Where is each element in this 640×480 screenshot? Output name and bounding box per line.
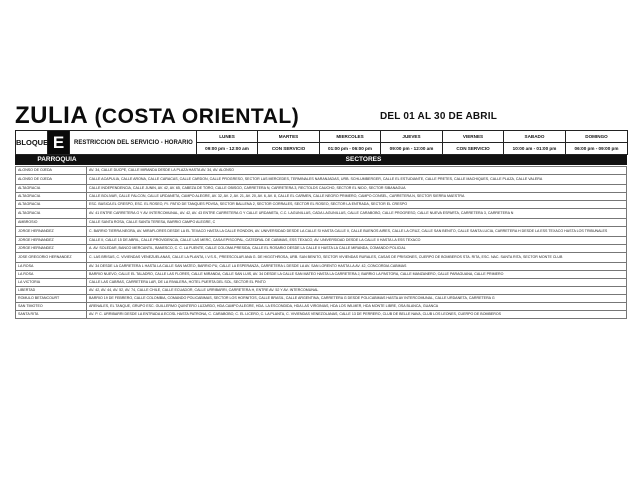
day-hours: 10:00 am - 01:00 pm xyxy=(504,143,566,155)
bloque-label: BLOQUE xyxy=(16,131,48,155)
sectores-cell: CALLE LAS CABRAS, CARRETERA LAR, DE LA RIVALERA, HOTEL PUERTA DEL SOL, SECTOR EL PINTO xyxy=(87,279,627,287)
sectores-cell: A. AV. SOLEDAR, BANCO MERCANTIL, BANESCO, C. C. LA FUENTE, CALLE COLOMA PRESIDA, CALLE EL ROSARIO DESDE LA CALLE II HASTA LA CALLE MIRANDA, COMANDO POLICIAL xyxy=(87,245,627,253)
sectores-cell: CALLE SANTA ROSA, CALLE SANTA TERESA, BARRIO CAMPO ALEGRE, C xyxy=(87,219,627,227)
sectores-cell: CALLE II, CALLE 15 DE ABRIL, CALLE PROVIDENCIA, CALLE LAS MERC, CASA EPISCOPAL, CATEDRAL DE CABIMAS, ESS TEXACO, AV. UNIVERSIDAD DESDE LA CALLE II HASTA LA ESS TEXACO xyxy=(87,237,627,245)
parroquia-cell: ALTAGRACIA xyxy=(16,201,87,209)
day-hours: CON SERVICIO xyxy=(258,143,320,155)
parroquia-cell: ROMULO BETANCOURT xyxy=(16,295,87,303)
parroquia-cell: ALTAGRACIA xyxy=(16,193,87,201)
parroquia-cell: SANTA RITA xyxy=(16,311,87,319)
day-hours: 06:00 pm - 09:00 pm xyxy=(566,143,628,155)
parroquia-cell: ALTAGRACIA xyxy=(16,185,87,193)
day-label: MARTES xyxy=(258,131,320,143)
day-label: MIERCOLES xyxy=(320,131,381,143)
parroquia-header: PARROQUIA xyxy=(37,156,77,163)
sectores-cell: BARRIO NUEVO, CALLE EL TALADRO, CALLE LAS FLORES, CALLE MIRANDA, CALLE SAN LUIS, AV. 34 DESDE LA CALLE SAN MATEO HASTA LA CARRETERA J, BARRIO LA PASTORA, CALLE MANZANERO, CALLE PARAGUANA, CALLE PRIMERO xyxy=(87,271,627,279)
day-label: LUNES xyxy=(197,131,258,143)
sectors-table xyxy=(15,166,627,319)
table-row xyxy=(16,193,627,201)
sectores-cell: BARRIO 19 DE FEBRERO, CALLE COLOMBIA, COMANDO POLICABIMAS, SECTOR LOS HORNITOS, CALLE BRASIL, CALLE ARGENTINA, CARRETERA G DESDE POLICABIMAS HASTA AV INTERCOMUNAL, CALLE URDANETA, CARRETERA G xyxy=(87,295,627,303)
sectores-cell: AV. 34 DESDE LA CARRETERA L HASTA LA CALLE SAN MATEO, BARRIO PU, CALLE LA ESPERANZA, CARRETERA L DESDE LA AV. SAN LORENTO HASTA LA AV. 42, CONCORDIA CABIMAS xyxy=(87,263,627,271)
table-row xyxy=(16,311,627,319)
parroquia-cell: ALONSO DE OJEDA xyxy=(16,167,87,175)
parroquia-cell: JORGE HERNANDEZ xyxy=(16,237,87,245)
parroquia-cell: LA ROSA xyxy=(16,271,87,279)
table-row xyxy=(16,303,627,311)
sectores-cell: ESC. BASICA EL CRESPO, ESC. EL ROSEO, P.I. PATIO DE TANQUES PDVSA, SECTOR BALLENA 2, SECTOR CORRALES, SECTOR EL ROSEO, SECTOR LA ENTRADA, SECTOR EL CRESPO xyxy=(87,201,627,209)
day-hours: 01:00 pm - 06:00 pm xyxy=(320,143,381,155)
day-hours: CON SERVICIO xyxy=(443,143,504,155)
sectores-cell: AV. P. C. URRIBARRI DESDE LA ENTRADA A ECOSL HASTA PATRONA, C. CARABOBO, C. EL LICERO, C. LA PLANTA, C. VIVIENDAS VENEZOLANAS, CALLE 13 DE PERRERO, CLUB DE BELLE NAVA, CLUB LOS LEONES, CUERPO DE BOMBEROS xyxy=(87,311,627,319)
sectores-cell: AV. 42, AV. 44, AV. 52, AV. 74, CALLE CHILE, CALLE ECUADOR, CALLE URRIBARRI, CARRETERA H, ENTRE AV. 52 Y AV. INTERCOMUNAL xyxy=(87,287,627,295)
schedule-table xyxy=(15,130,628,155)
parroquia-cell: LA ROSA xyxy=(16,263,87,271)
sectores-cell: CALLE ACAPULIA, CALLE ARONA, CALLE CARACAS, CALLE CARDON, CALLE PROGRESO, SECTOR LAS MERCEDES, TERMINALES NARANJADAS, URB. SCHLUMBERGER, CALLE EL ESTUDIANTE, CALLE PRETES, CALLE MACHIQUES, CALLE PLAZA, CALLE VALERA xyxy=(87,175,627,185)
parroquia-cell: LIBERTAD xyxy=(16,287,87,295)
sectores-cell: AV. 41 ENTRE CARRETERA G Y AV. INTERCOMUNAL, AV. 42, AV. 43 ENTRE CARRETERA G Y CALLE URDANETA, C.C. LAGUNILLAS, CADA LAGUNILLAS, CALLE CARABOBO, CALLE PROGRESO, CALLE NUEVA ESPARTA, CARRETERA 3, CARRETERA N xyxy=(87,209,627,219)
table-row xyxy=(16,219,627,227)
parroquia-cell: ALONSO DE OJEDA xyxy=(16,175,87,185)
parroquia-cell: JORGE HERNANDEZ xyxy=(16,245,87,253)
parroquia-cell: SAN TIMOTEO xyxy=(16,303,87,311)
table-row xyxy=(16,245,627,253)
parroquia-cell: ALTAGRACIA xyxy=(16,209,87,219)
table-row xyxy=(16,167,627,175)
sectores-cell: C. LAS BRISAS, C. VIVIENDAS VENEZUELANAS, CALLE LA PLANTA, I.V.S.S., PREESCOLAR ANA G. DE HIGGTHROSA, URB. SAN BENITO, SECTOR VIVIENDAS RURALES, CASAS DE PRISIONES, CUERPO DE BOMBEROS STA. RITA, ESC. NAC. SANTA RITA, SECTOR MONTE CLUB xyxy=(87,253,627,263)
sectores-header: SECTORES xyxy=(345,156,382,163)
sectores-cell: CALLE INDEPENDENCIA, CALLE JUNIN, AV. 42, AV. 65, CABEZA DE TORO, CALLE OBISGO, CARRETERA N, CARRETERA 3, RECTOLDS CAUCHO, SECTOR EL NIDO, SECTOR SIBANAGUA xyxy=(87,185,627,193)
table-row xyxy=(16,279,627,287)
page-title xyxy=(15,103,299,130)
day-label: SABADO xyxy=(504,131,566,143)
parroquia-cell: AMBROSIO xyxy=(16,219,87,227)
table-row xyxy=(16,227,627,237)
date-range: DEL 01 AL 30 DE ABRIL xyxy=(380,111,498,122)
parroquia-cell: JORGE HERNANDEZ xyxy=(16,227,87,237)
page-header xyxy=(15,103,627,129)
table-row xyxy=(16,237,627,245)
parroquia-cell: LA VICTORIA xyxy=(16,279,87,287)
table-row xyxy=(16,201,627,209)
table-row xyxy=(16,287,627,295)
day-hours: 09:00 pm - 12:00 am xyxy=(197,143,258,155)
table-row xyxy=(16,271,627,279)
sectores-cell: CALLE BOLIVAR, CALLE FALCON, CALLE URDANETA, CAMPO ALEGRE, AV. 32, AV. 2, AV. 21, AV. 20, AV. 6, AV. 8, CALLE EL CARMEN, CALLE NEGRO PRIMERO, CAMPO CONSEL, CARRETERA N, SECTOR SIERRA MAESTRA xyxy=(87,193,627,201)
day-label: DOMINGO xyxy=(566,131,628,143)
sectores-cell: C. BARRIO TIERRA NEGRA, AV. MIRAFLORES DESDE LA EL TEXACO HASTA LA CALLE RONDON, AV. UNIVERSIDAD DESDE LA CALLE SI HASTA CALLE II, CALLE BUENOS AIRES, CALLE LA CRUZ, CALLE SAN BENITO, CALLE SANTA LUCIA, CARRETERA H DESDE LA ESS TEXACO HASTA LOS TRIBUNALES xyxy=(87,227,627,237)
bloque-letter: E xyxy=(48,131,70,155)
table-row xyxy=(16,185,627,193)
table-row xyxy=(16,263,627,271)
table-row xyxy=(16,295,627,303)
table-row xyxy=(16,209,627,219)
state-name: ZULIA xyxy=(15,102,88,129)
table-row xyxy=(16,253,627,263)
sectores-cell: AV. 34, CALLE DUCPE, CALLE MIRANDA DESDE LA PLAZA HASTA AV. 34, AV. ALONSO xyxy=(87,167,627,175)
day-hours: 09:00 pm - 12:00 am xyxy=(381,143,443,155)
day-label: VIERNES xyxy=(443,131,504,143)
day-label: JUEVES xyxy=(381,131,443,143)
sectors-header-bar xyxy=(15,155,627,165)
parroquia-cell: JOSE GREGORIO HERNANDEZ xyxy=(16,253,87,263)
table-row xyxy=(16,175,627,185)
region-name: (COSTA ORIENTAL) xyxy=(94,105,300,128)
restriction-label: RESTRICCION DEL SERVICIO - HORARIO xyxy=(70,131,197,155)
sectores-cell: ARENALES, EL TANQUE, GRUPO ESC. GUILLERMO QUINTERO LUZARDO, HDA CAMPO ALEGRE, HDA. LA ESCONDIDA, HDA LAS VIRGINIAS, HDA LOS WILMER, HDA MONTE LIBRE, OSA BLANCA, GUANCA xyxy=(87,303,627,311)
